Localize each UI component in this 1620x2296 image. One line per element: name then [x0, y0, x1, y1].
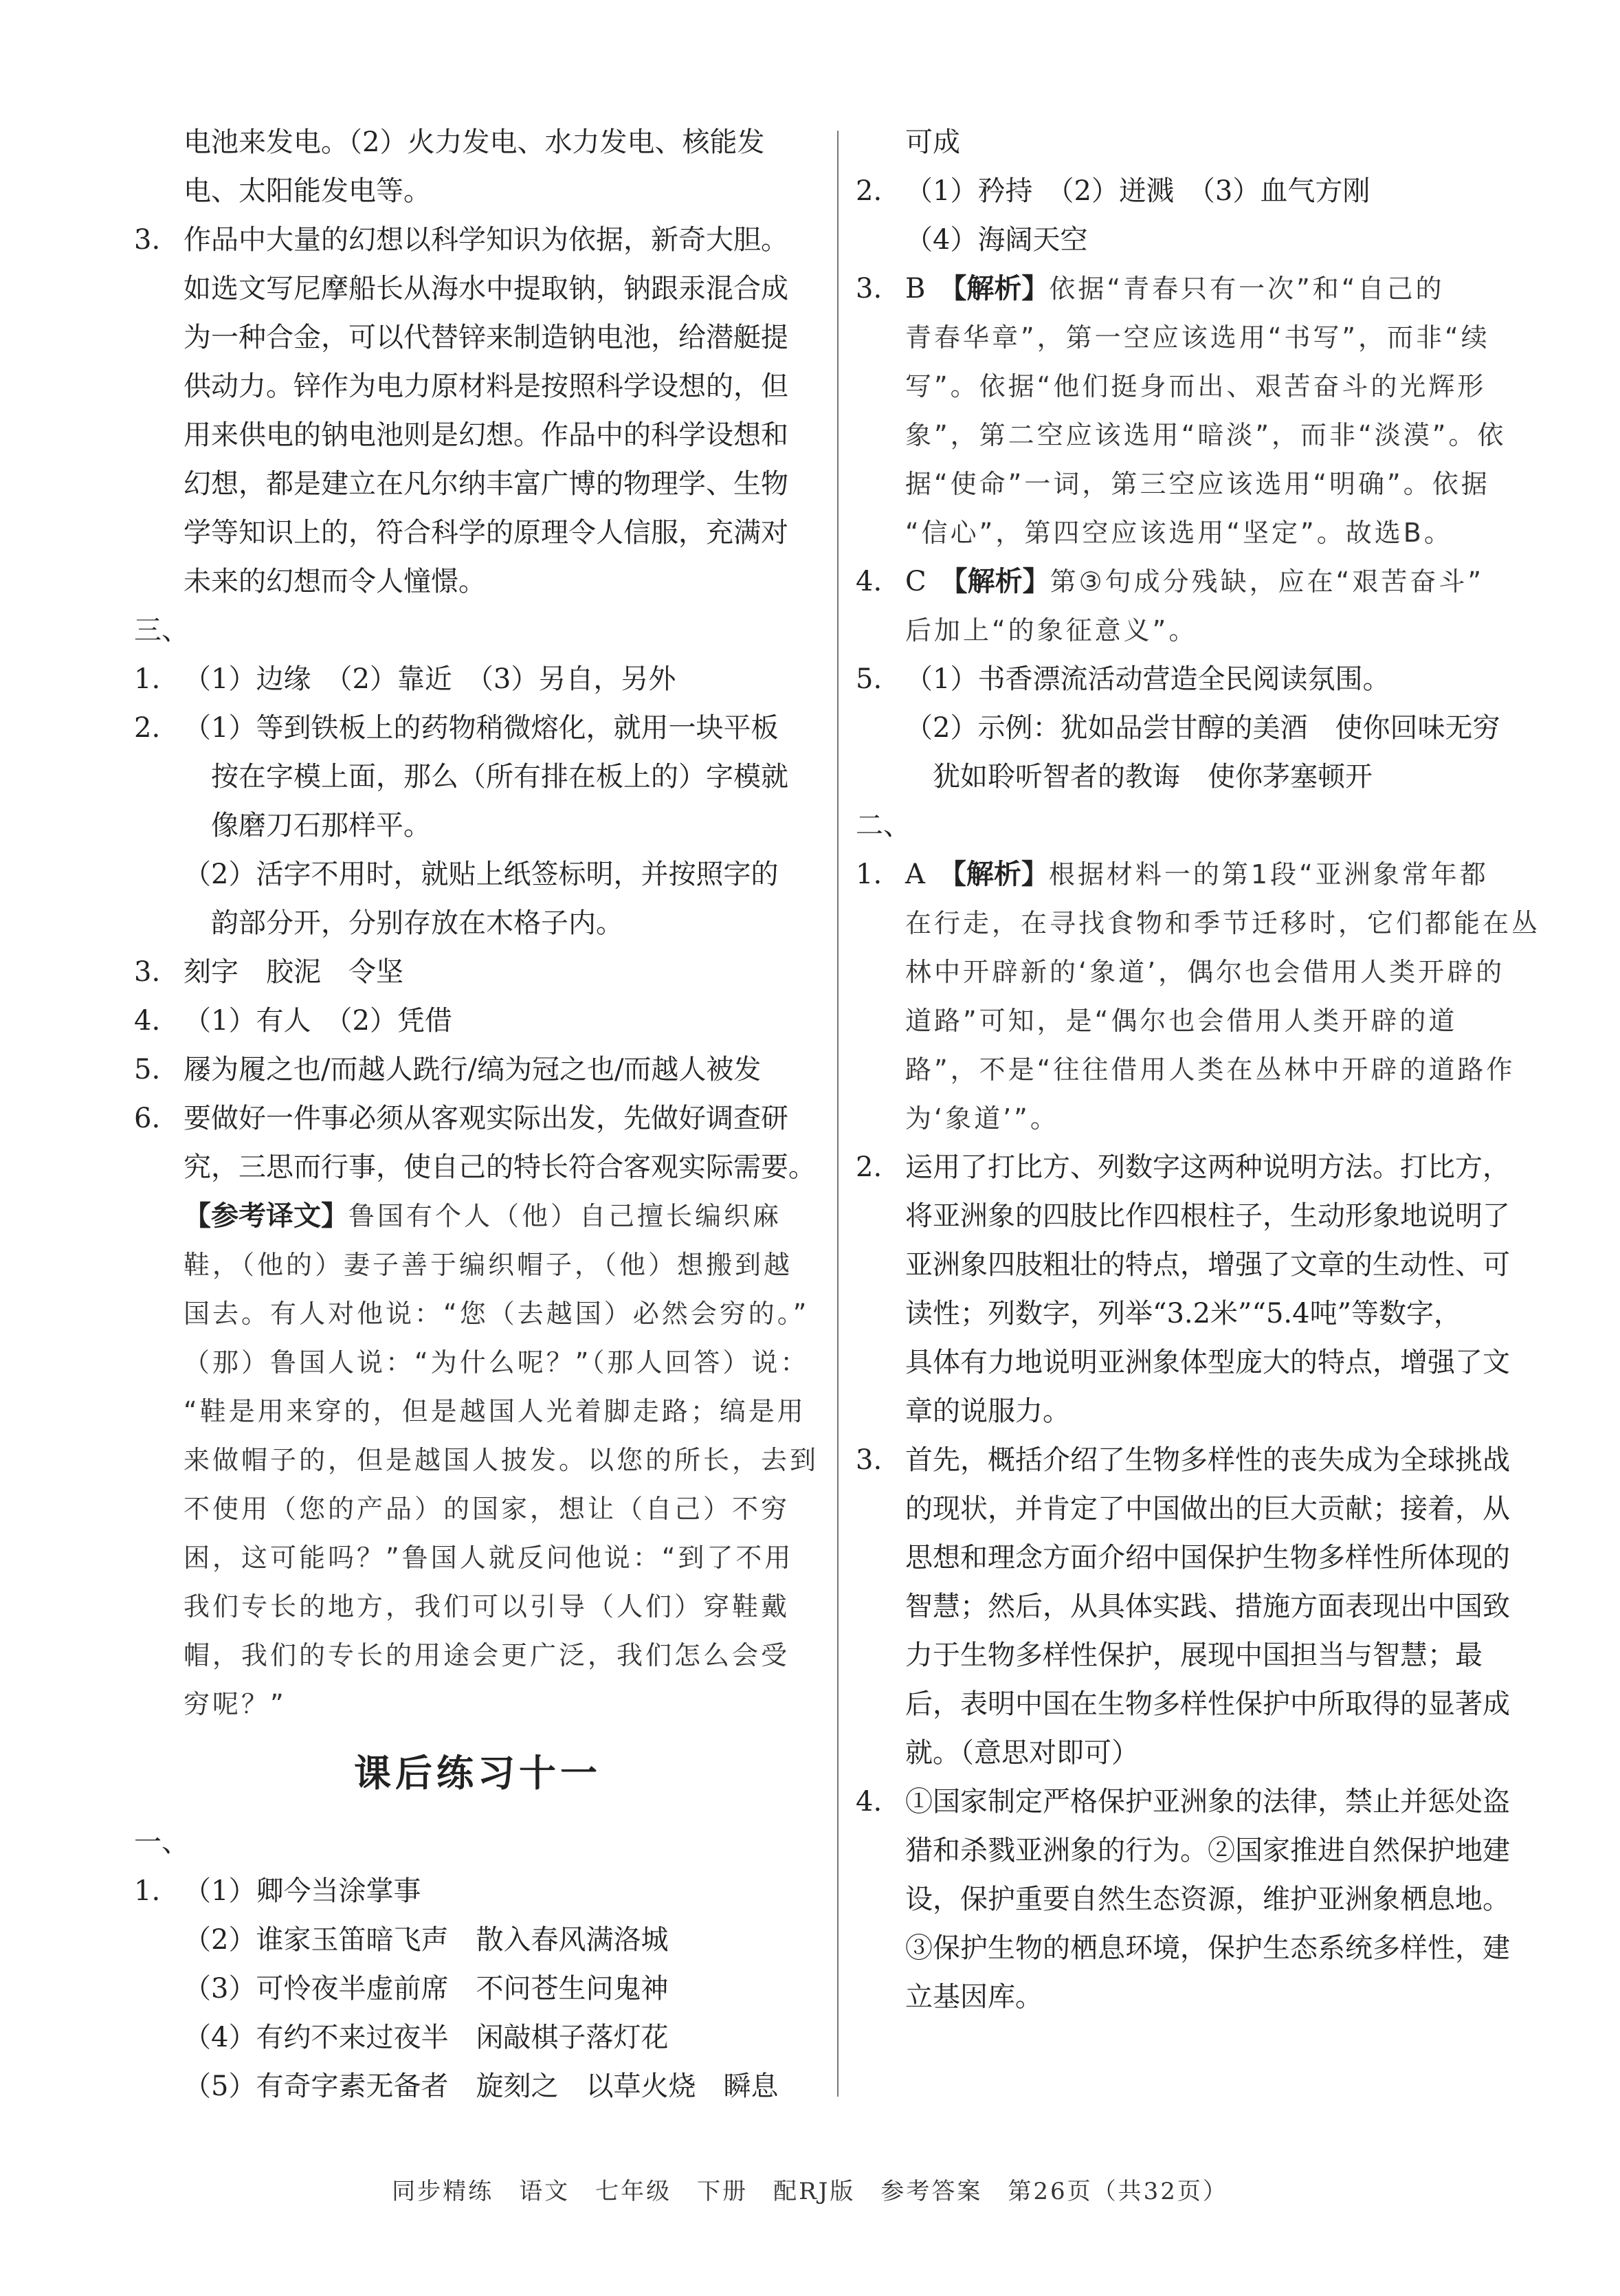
text-line [134, 1143, 821, 1192]
text-line [856, 1143, 1543, 1192]
text-line [134, 850, 821, 899]
text-line [856, 1241, 1543, 1290]
item-number: 1. [134, 663, 161, 695]
text-line [134, 997, 821, 1046]
line-text-rest: 鲁国有个人（他）自己擅长编织麻 [348, 1201, 782, 1231]
line-text: 按在字模上面，那么（所有排在板上的）字模就 [211, 761, 788, 793]
text-line [134, 1965, 821, 2013]
text-line [856, 460, 1543, 509]
line-text: 来做帽子的，但是越国人披发。以您的所长，去到 [184, 1445, 819, 1475]
text-line [856, 1046, 1543, 1094]
analysis-tag: 【解析】 [953, 566, 1050, 597]
line-text: 将亚洲象的四肢比作四根柱子，生动形象地说明了 [905, 1200, 1510, 1232]
section-title: 课后练习十一 [354, 1752, 601, 1795]
text-line [856, 802, 1543, 850]
line-text: 究，三思而行事，使自己的特长符合客观实际需要。 [184, 1151, 816, 1183]
text-line [856, 1290, 1543, 1338]
line-text: 象”，第二空应该选用“暗淡”，而非“淡漠”。依 [905, 420, 1507, 450]
text-line [134, 899, 821, 948]
column-divider [837, 131, 839, 2097]
text-line [134, 509, 821, 558]
text-line [856, 704, 1543, 753]
text-line [134, 1818, 821, 1867]
text-line [856, 1729, 1543, 1778]
line-text: （2）示例：犹如品尝甘醇的美酒 使你回味无穷 [905, 712, 1500, 744]
text-line [134, 1680, 821, 1729]
line-text: “信心”，第四空应该选用“坚定”。故选B。 [905, 518, 1453, 548]
line-text: 犹如聆听智者的教诲 使你茅塞顿开 [933, 761, 1373, 793]
text-line [856, 606, 1543, 655]
line-text: “鞋是用来穿的，但是越国人光着脚走路；缟是用 [184, 1396, 806, 1426]
text-line [856, 216, 1543, 265]
text-line [134, 1916, 821, 1965]
line-text: 韵部分开，分别存放在木格子内。 [211, 907, 623, 939]
item-number: 5. [134, 1054, 161, 1085]
line-text: 困，这可能吗？”鲁国人就反问他说：“到了不用 [184, 1543, 794, 1573]
line-text: 电、太阳能发电等。 [184, 175, 431, 207]
text-line [856, 313, 1543, 362]
item-number: 3. [856, 273, 883, 305]
line-text: 供动力。锌作为电力原材料是按照科学设想的，但 [184, 371, 788, 402]
text-line [856, 411, 1543, 460]
line-text: ③保护生物的栖息环境，保护生态系统多样性，建 [905, 1932, 1510, 1964]
line-text: 像磨刀石那样平。 [211, 810, 431, 841]
text-line [134, 2062, 821, 2111]
line-text: 设，保护重要自然生态资源，维护亚洲象栖息地。 [905, 1884, 1510, 1915]
text-line [134, 118, 821, 167]
line-text: 屦为履之也/而越人跣行/缟为冠之也/而越人被发 [184, 1054, 762, 1085]
page-footer: 同步精练 语文 七年级 下册 配RJ版 参考答案 第26页（共32页） [392, 2178, 1228, 2205]
item-number: 2. [134, 712, 161, 744]
text-line [856, 1094, 1543, 1143]
line-text: （1）有人 （2）凭借 [184, 1005, 452, 1037]
text-line [856, 1436, 1543, 1485]
text-line [856, 1338, 1543, 1387]
line-text: 后，表明中国在生物多样性保护中所取得的显著成 [905, 1688, 1510, 1720]
line-text: （1）等到铁板上的药物稍微熔化，就用一块平板 [184, 712, 779, 744]
text-line [134, 167, 821, 216]
line-text: 要做好一件事必须从客观实际出发，先做好调查研 [184, 1103, 788, 1134]
line-text: 电池来发电。（2）火力发电、水力发电、核能发 [184, 126, 765, 158]
item-number: 4. [134, 1005, 161, 1037]
item-number: 3. [134, 224, 161, 256]
text-line [134, 606, 821, 655]
line-text: 用来供电的钠电池则是幻想。作品中的科学设想和 [184, 419, 788, 451]
item-number: 6. [134, 1103, 161, 1134]
text-line [134, 1046, 821, 1094]
line-text: 后加上“的象征意义”。 [905, 615, 1198, 645]
line-text: （2）活字不用时，就贴上纸签标明，并按照字的 [184, 859, 779, 890]
line-text: 林中开辟新的‘象道’，偶尔也会借用人类开辟的 [905, 957, 1505, 987]
item-number: 3. [134, 956, 161, 988]
item-number: 2. [856, 1151, 883, 1183]
line-text: 幻想，都是建立在凡尔纳丰富广博的物理学、生物 [184, 468, 788, 500]
line-text: 运用了打比方、列数字这两种说明方法。打比方， [905, 1151, 1510, 1183]
text-line [134, 558, 821, 606]
line-text: 读性；列数字，列举“3.2米”“5.4吨”等数字， [905, 1298, 1462, 1329]
line-text: （那）鲁国人说：“为什么呢？”（那人回答）说： [184, 1347, 810, 1378]
right-column [856, 118, 1543, 2022]
text-line [134, 313, 821, 362]
text-line [134, 1290, 821, 1338]
text-line [856, 362, 1543, 411]
text-line [134, 1241, 821, 1290]
text-line [856, 899, 1543, 948]
text-line [856, 1192, 1543, 1241]
line-text: （4）海阔天空 [905, 224, 1088, 256]
line-text: A [905, 859, 953, 890]
text-line [856, 1680, 1543, 1729]
line-text: 路”，不是“往往借用人类在丛林中开辟的道路作 [905, 1055, 1516, 1085]
line-text: 不使用（您的产品）的国家，想让（自己）不穷 [184, 1494, 790, 1524]
line-text: 刻字 胶泥 令坚 [184, 956, 403, 988]
item-number: 5. [856, 663, 883, 695]
text-line [856, 997, 1543, 1046]
line-text: （2）谁家玉笛暗飞声 散入春风满洛城 [184, 1924, 669, 1956]
line-text: 国去。有人对他说：“您（去越国）必然会穷的。” [184, 1299, 810, 1329]
text-line [856, 167, 1543, 216]
line-text: 的现状，并肯定了中国做出的巨大贡献；接着，从 [905, 1493, 1510, 1525]
item-number: 4. [856, 1786, 883, 1818]
text-line [134, 948, 821, 997]
line-text: （1）卿今当涂掌事 [184, 1875, 421, 1907]
item-number: 4. [856, 566, 883, 597]
line-text: C [905, 566, 954, 597]
line-text-rest: 第③句成分残缺，应在“艰苦奋斗” [1050, 566, 1485, 597]
text-line [134, 1436, 821, 1485]
line-text: 力于生物多样性保护，展现中国担当与智慧；最 [905, 1640, 1483, 1671]
text-line [856, 948, 1543, 997]
text-line [856, 1387, 1543, 1436]
text-line [134, 362, 821, 411]
text-line [134, 655, 821, 704]
line-text: 穷呢？” [184, 1689, 287, 1719]
text-line [856, 1924, 1543, 1973]
text-line [134, 460, 821, 509]
text-line [856, 1534, 1543, 1582]
line-text: 为‘象道’”。 [905, 1103, 1059, 1134]
line-text: 猎和杀戮亚洲象的行为。②国家推进自然保护地建 [905, 1835, 1510, 1866]
line-text: 道路”可知，是“偶尔也会借用人类开辟的道 [905, 1006, 1458, 1036]
line-text: 亚洲象四肢粗壮的特点，增强了文章的生动性、可 [905, 1249, 1510, 1281]
line-text: 如选文写尼摩船长从海水中提取钠，钠跟汞混合成 [184, 273, 788, 305]
line-text: 章的说服力。 [905, 1395, 1070, 1427]
text-line [134, 753, 821, 802]
text-line [134, 1338, 821, 1387]
text-line [134, 704, 821, 753]
text-line [134, 1582, 821, 1631]
text-line [856, 1778, 1543, 1826]
left-column [134, 118, 821, 2111]
line-text: （1）书香漂流活动营造全民阅读氛围。 [905, 663, 1390, 695]
line-text-rest: 依据“青春只有一次”和“自己的 [1049, 274, 1445, 304]
text-line [856, 118, 1543, 167]
item-number: 3. [856, 1444, 883, 1476]
line-text: 未来的幻想而令人憧憬。 [184, 566, 486, 597]
line-text: 鞋，（他的）妻子善于编织帽子，（他）想搬到越 [184, 1250, 793, 1280]
analysis-tag: 【解析】 [952, 859, 1049, 890]
line-text: （3）可怜夜半虚前席 不问苍生问鬼神 [184, 1973, 669, 2005]
line-text: （1）边缘 （2）靠近 （3）另自，另外 [184, 663, 676, 695]
text-line [856, 753, 1543, 802]
line-text: 具体有力地说明亚洲象体型庞大的特点，增强了文 [905, 1347, 1510, 1378]
text-line [134, 265, 821, 313]
line-text: 写”。依据“他们挺身而出、艰苦奋斗的光辉形 [905, 371, 1487, 401]
text-line [134, 1094, 821, 1143]
line-text: 首先，概括介绍了生物多样性的丧失成为全球挑战 [905, 1444, 1510, 1476]
text-line [856, 265, 1543, 313]
line-text: ①国家制定严格保护亚洲象的法律，禁止并惩处盗 [905, 1786, 1510, 1818]
line-text: 立基因库。 [905, 1981, 1043, 2013]
line-text: 青春华章”，第一空应该选用“书写”，而非“续 [905, 322, 1490, 353]
line-text: 我们专长的地方，我们可以引导（人们）穿鞋戴 [184, 1591, 790, 1622]
text-line [856, 1631, 1543, 1680]
text-line [134, 1192, 821, 1241]
text-line [856, 1826, 1543, 1875]
text-line [856, 558, 1543, 606]
line-text: 二、 [856, 810, 911, 841]
line-text: 思想和理念方面介绍中国保护生物多样性所体现的 [905, 1542, 1510, 1574]
text-line [134, 2013, 821, 2062]
line-text: （1）矜持 （2）迸溅 （3）血气方刚 [905, 175, 1371, 207]
text-line [856, 850, 1543, 899]
text-line [134, 411, 821, 460]
item-number: 2. [856, 175, 883, 207]
line-text: 学等知识上的，符合科学的原理令人信服，充满对 [184, 517, 788, 549]
text-line [856, 1582, 1543, 1631]
line-text: （5）有奇字素无备者 旋刻之 以草火烧 瞬息 [184, 2071, 779, 2102]
line-text: B [905, 273, 953, 305]
text-line [856, 1875, 1543, 1924]
text-line [134, 216, 821, 265]
line-text: 为一种合金，可以代替锌来制造钠电池，给潜艇提 [184, 322, 788, 353]
text-line [134, 802, 821, 850]
line-text: 三、 [134, 615, 189, 646]
text-line [134, 1485, 821, 1534]
line-text: 作品中大量的幻想以科学知识为依据，新奇大胆。 [184, 224, 788, 256]
text-line [134, 1867, 821, 1916]
line-text: （4）有约不来过夜半 闲敲棋子落灯花 [184, 2022, 669, 2053]
text-line [134, 1631, 821, 1680]
item-number: 1. [134, 1875, 161, 1907]
text-line [856, 509, 1543, 558]
text-line [856, 1973, 1543, 2022]
text-line [134, 1534, 821, 1582]
line-text-rest: 根据材料一的第1段“亚洲象常年都 [1048, 859, 1489, 890]
text-line [856, 655, 1543, 704]
text-line [856, 1485, 1543, 1534]
line-text: 帽，我们的专长的用途会更广泛，我们怎么会受 [184, 1640, 790, 1670]
line-text: 就。（意思对即可） [905, 1737, 1139, 1769]
item-number: 1. [856, 859, 883, 890]
line-text: 可成 [905, 126, 960, 158]
line-text: 据“使命”一词，第三空应该选用“明确”。依据 [905, 469, 1490, 499]
analysis-tag: 【解析】 [953, 273, 1050, 305]
line-text: 一、 [134, 1826, 189, 1858]
line-text: 【参考译文】 [184, 1200, 348, 1232]
line-text: 智慧；然后，从具体实践、措施方面表现出中国致 [905, 1591, 1510, 1622]
text-line [134, 1387, 821, 1436]
line-text: 在行走，在寻找食物和季节迁移时，它们都能在丛 [905, 908, 1541, 938]
